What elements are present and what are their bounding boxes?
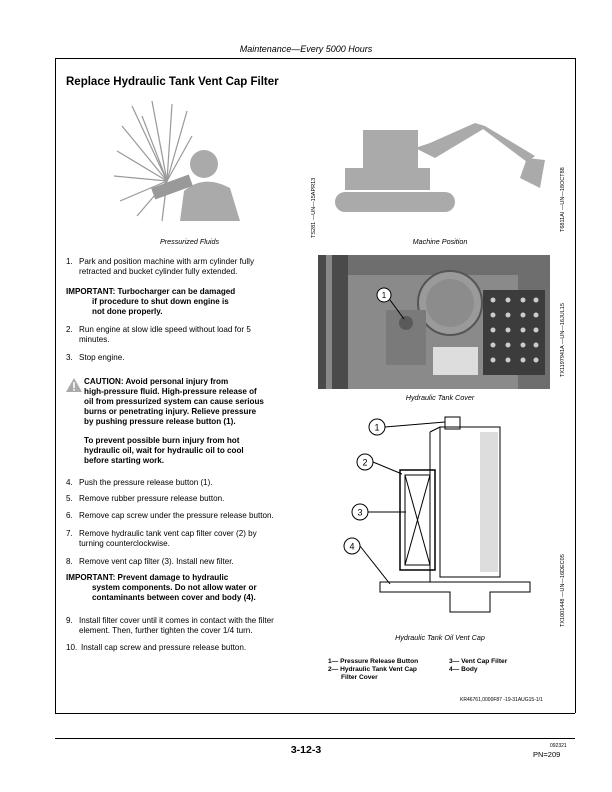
page-number: 3-12-3 bbox=[290, 744, 322, 756]
date-code: 092321 bbox=[550, 743, 567, 749]
footer-rule bbox=[55, 738, 575, 739]
callout-4: 4 bbox=[349, 541, 355, 552]
callout-1: 1 bbox=[374, 422, 380, 433]
hydraulic-tank-cover-photo bbox=[318, 255, 550, 389]
header-rule bbox=[55, 58, 575, 59]
important-note: IMPORTANT: Prevent damage to hydraulic system components. Do not allow water or contaminants between cover and body (4). bbox=[66, 573, 257, 602]
figure-code: TS281 —UN—15APR13 bbox=[311, 177, 317, 238]
legend-col-2: 3— Vent Cap Filter 4— Body bbox=[449, 658, 508, 673]
caption-vent-cap: Hydraulic Tank Oil Vent Cap bbox=[395, 633, 485, 642]
document-reference: KR46761,0000F87 -19-31AUG15-1/1 bbox=[460, 697, 543, 703]
left-border bbox=[55, 58, 56, 713]
callout-3: 3 bbox=[357, 507, 363, 518]
callout-2: 2 bbox=[362, 457, 368, 468]
figure-code: TX1197941A —UN—16JUL15 bbox=[560, 303, 566, 377]
section-title: Replace Hydraulic Tank Vent Cap Filter bbox=[66, 76, 279, 88]
caption-pressurized-fluids: Pressurized Fluids bbox=[159, 237, 220, 246]
caution-note: CAUTION: Avoid personal injury from high-pressure fluid. High-pressure release of oil from pressurized system can cause serious burns or penetrating injury. Relieve pressure by pushing pressure release button (1). bbox=[84, 377, 264, 426]
figure-code: TX1001448 —UN—16DEC05 bbox=[560, 554, 566, 627]
vent-cap-cross-section-diagram bbox=[340, 412, 540, 627]
page-pn: PN=209 bbox=[533, 750, 561, 759]
caption-machine-position: Machine Position bbox=[412, 237, 468, 246]
caption-hydraulic-tank-cover: Hydraulic Tank Cover bbox=[405, 393, 475, 402]
pressurized-fluids-illustration bbox=[112, 96, 252, 226]
figure-code: T6811AI —UN—18OCT88 bbox=[560, 167, 566, 232]
important-note: IMPORTANT: Turbocharger can be damaged if procedure to shut down engine is not done properly. bbox=[66, 287, 236, 316]
right-border bbox=[575, 58, 576, 713]
running-header: Maintenance—Every 5000 Hours bbox=[239, 44, 373, 54]
warning-triangle-icon bbox=[66, 378, 82, 392]
caution-note-hot-oil: To prevent possible burn injury from hot hydraulic oil, wait for hydraulic oil to cool before starting work. bbox=[84, 436, 244, 465]
machine-position-illustration bbox=[335, 118, 550, 223]
photo-callout-1: 1 bbox=[381, 291, 387, 300]
content-bottom-rule bbox=[55, 713, 575, 714]
legend-col-1: 1— Pressure Release Button 2— Hydraulic Tank Vent Cap Filter Cover bbox=[328, 658, 419, 681]
